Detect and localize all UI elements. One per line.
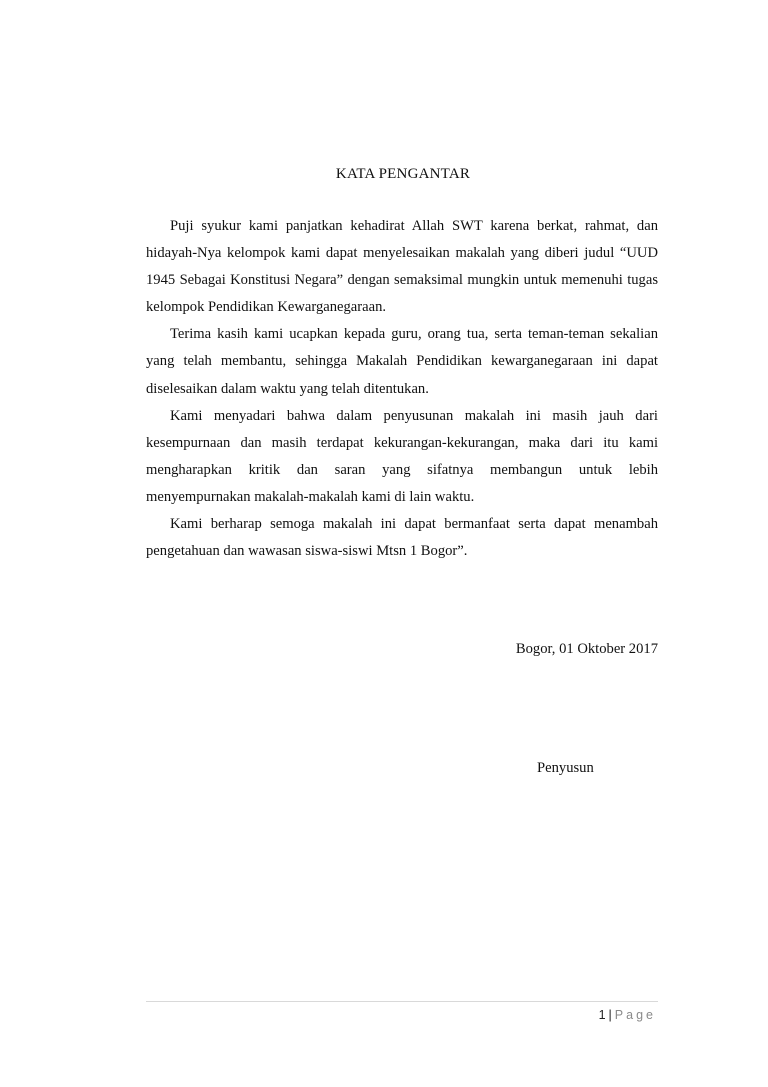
body-text: [146, 213, 658, 565]
paragraph-3: Kami menyadari bahwa dalam penyusunan makalah ini masih jauh dari kesempurnaan dan masih terdapat kekurangan-kekurangan, maka dari itu kami mengharapkan kritik dan saran yang sifatnya membangun untuk lebih menyempurnakan makalah-makalah kami di lain waktu.: [146, 407, 658, 505]
page-footer: [599, 1008, 656, 1022]
page-number: 1: [598, 1008, 606, 1022]
page-label: Page: [614, 1008, 656, 1022]
footer-separator: |: [608, 1008, 612, 1022]
signer-label: Penyusun: [537, 760, 594, 776]
paragraph-1: Puji syukur kami panjatkan kehadirat Allah SWT karena berkat, rahmat, dan hidayah-Nya kelompok kami dapat menyelesaikan makalah yang diberi judul “UUD 1945 Sebagai Konstitusi Negara” dengan semaksimal mungkin untuk memenuhi tugas kelompok Pendidikan Kewarganegaraan.: [146, 218, 658, 316]
paragraph-4: Kami berharap semoga makalah ini dapat bermanfaat serta dapat menambah pengetahuan dan wawasan siswa-siswi Mtsn 1 Bogor”.: [146, 516, 658, 560]
paragraph-2: Terima kasih kami ucapkan kepada guru, orang tua, serta teman-teman sekalian yang telah membantu, sehingga Makalah Pendidikan kewarganegaraan ini dapat diselesaikan dalam waktu yang telah ditentukan.: [146, 326, 658, 397]
place-date: Bogor, 01 Oktober 2017: [515, 641, 658, 657]
page-title: KATA PENGANTAR: [335, 166, 471, 182]
footer-divider: [146, 1001, 658, 1002]
